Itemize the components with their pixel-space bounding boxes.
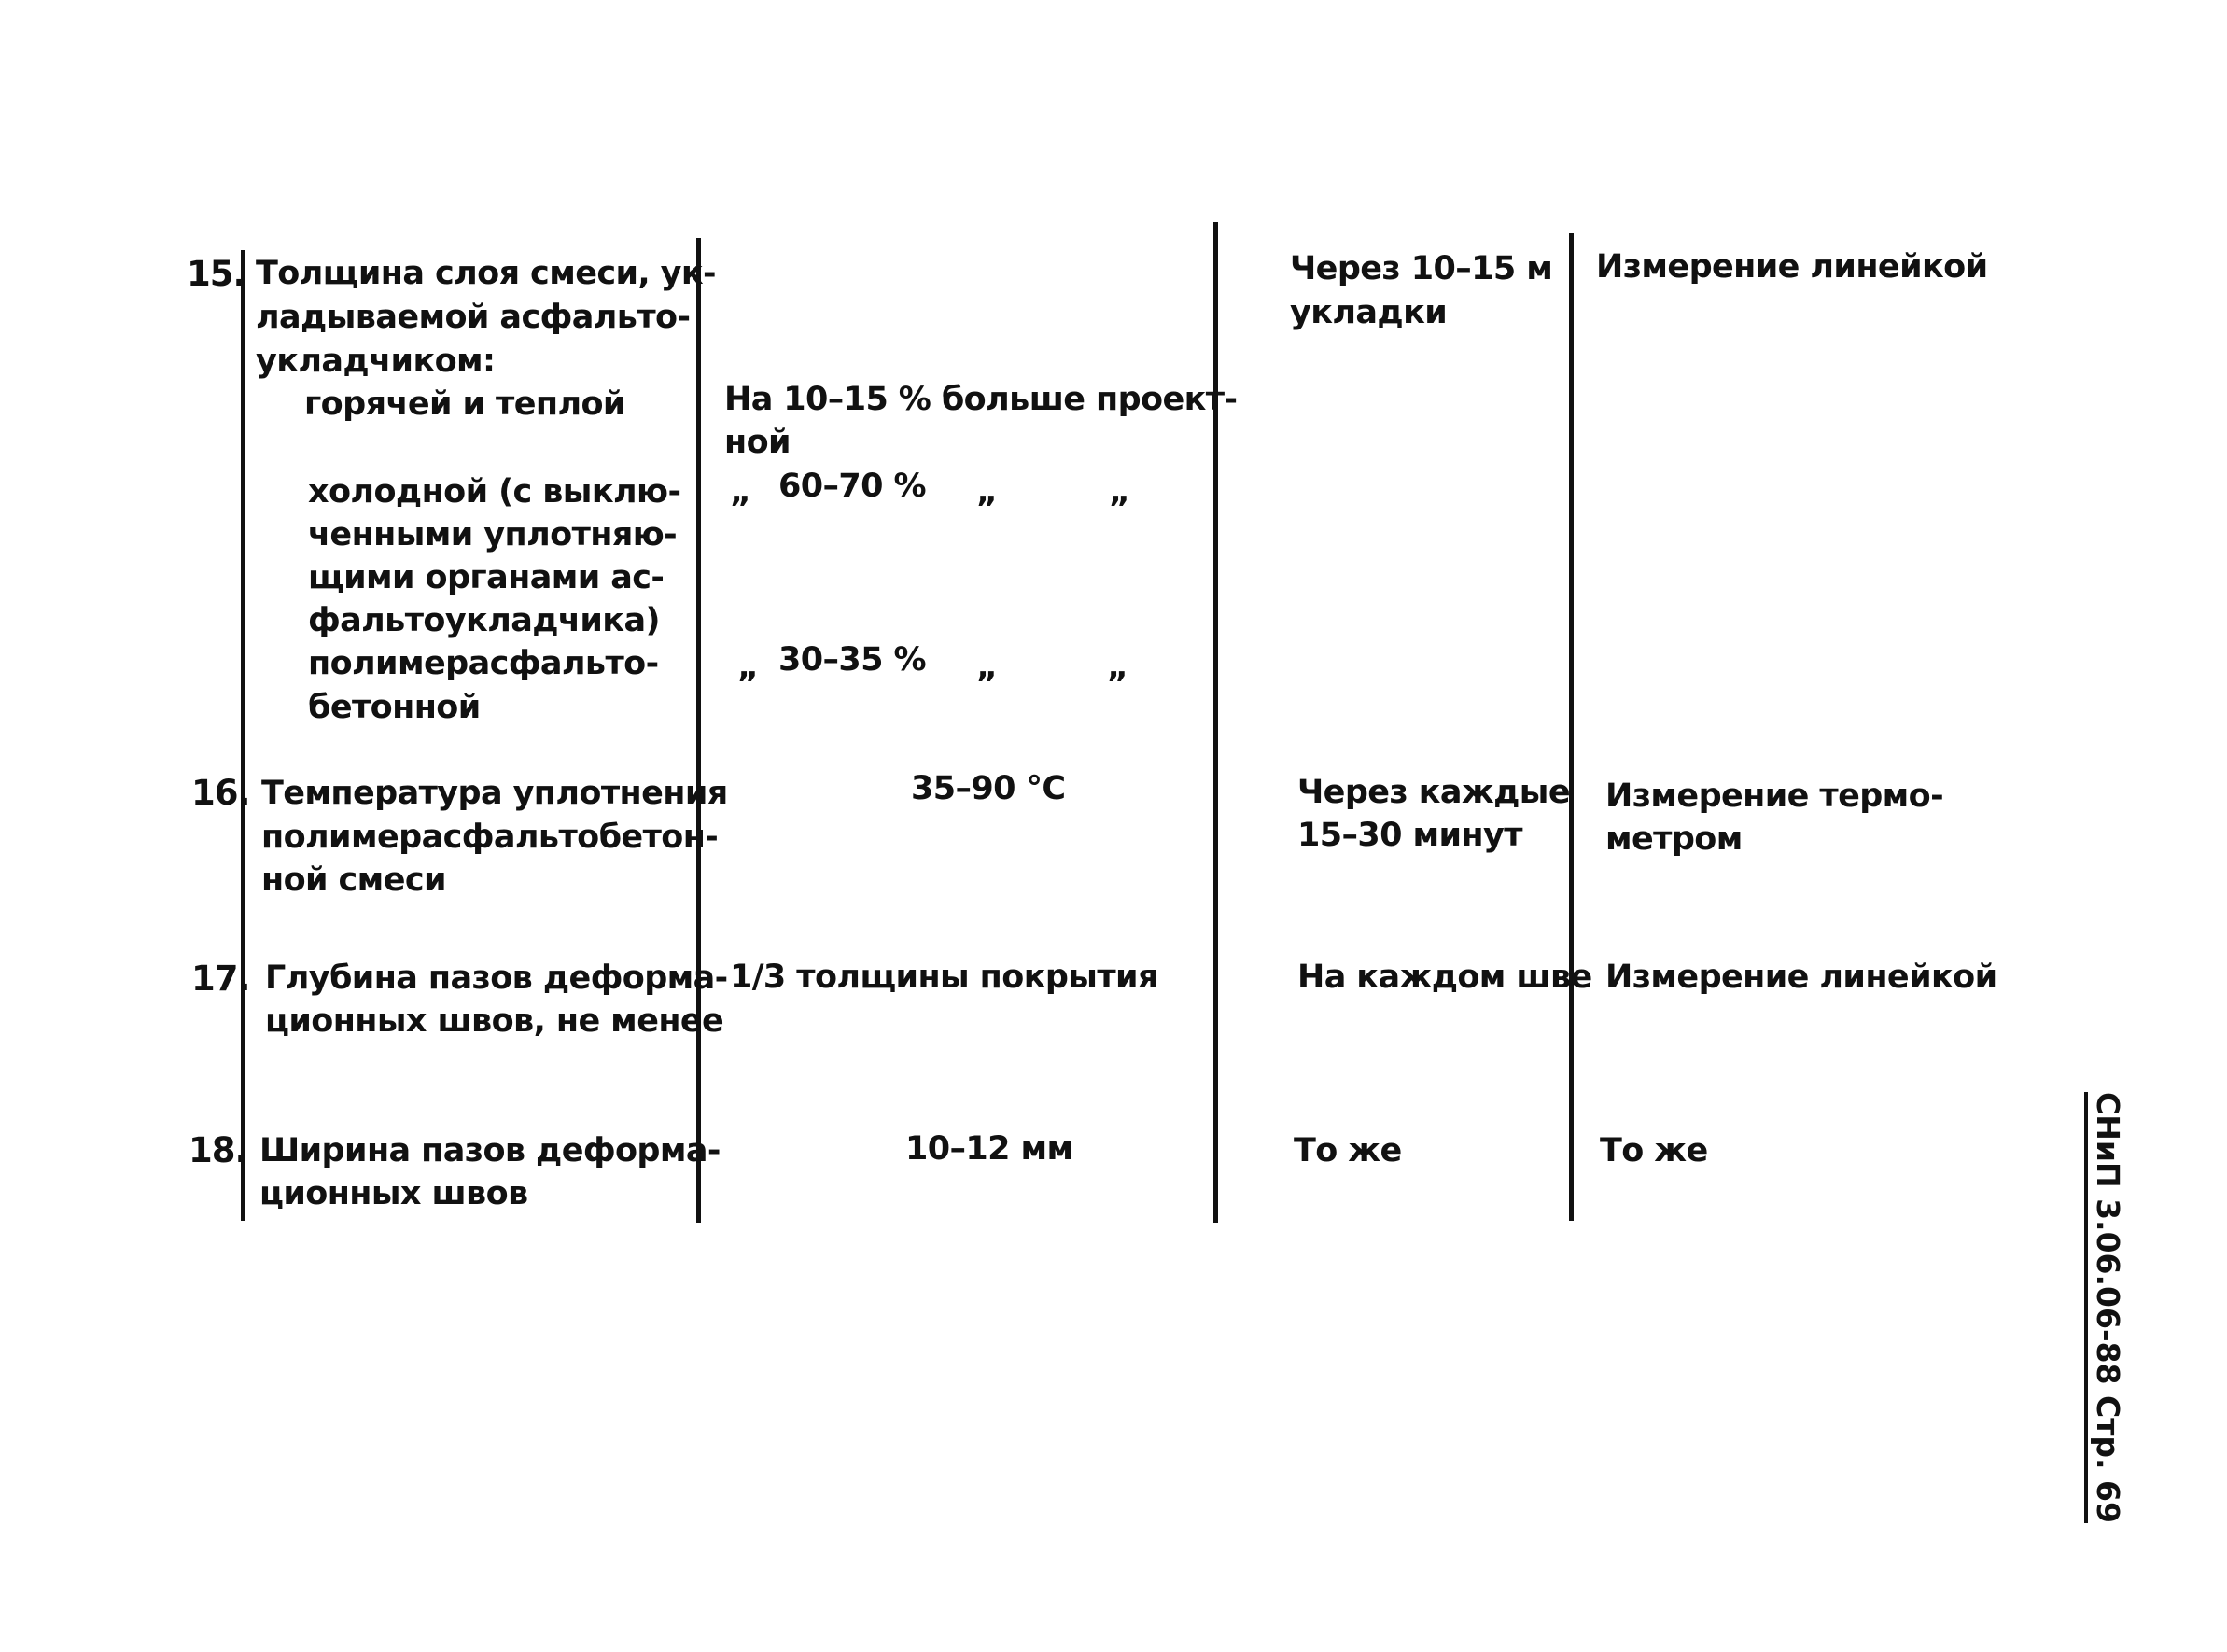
- ditto-mark: „: [1109, 473, 1130, 511]
- footer-text: СНиП 3.06.06-88 Стр. 69: [2084, 1092, 2126, 1523]
- value-line: 1/3 толщины покрытия: [730, 959, 1158, 996]
- column-rule-2: [696, 238, 701, 1223]
- value-line: 35–90 °С: [911, 770, 1066, 807]
- method-line: метром: [1605, 820, 1743, 858]
- parameter-line: укладчиком:: [256, 343, 496, 380]
- parameter-line: Ширина пазов деформа-: [259, 1132, 721, 1169]
- frequency-line: укладки: [1290, 294, 1448, 331]
- frequency-line: Через 10–15 м: [1290, 250, 1553, 287]
- frequency-line: На каждом шве: [1297, 959, 1592, 996]
- ditto-mark: „: [737, 649, 759, 686]
- method-line: Измерение линейкой: [1596, 248, 1988, 286]
- sub-item-label: фальтоукладчика): [308, 602, 660, 639]
- value-range: 60–70 %: [778, 468, 926, 505]
- frequency-line: То же: [1294, 1132, 1402, 1169]
- method-line: Измерение линейкой: [1605, 959, 1997, 996]
- value-range: 30–35 %: [778, 641, 926, 679]
- sub-item-label: ченными уплотняю-: [308, 516, 678, 553]
- ditto-mark: „: [976, 649, 998, 686]
- column-rule-4: [1569, 233, 1574, 1221]
- row-number: 16.: [191, 773, 250, 813]
- sub-item-label: горячей и теплой: [304, 385, 625, 423]
- parameter-line: ной смеси: [261, 861, 446, 899]
- sub-item-label: полимерасфальто-: [308, 645, 659, 682]
- frequency-line: 15–30 минут: [1297, 817, 1522, 854]
- ditto-mark: „: [1107, 649, 1128, 686]
- method-line: Измерение термо-: [1605, 777, 1944, 815]
- parameter-line: Глубина пазов деформа-: [265, 959, 728, 997]
- row-number: 17.: [191, 959, 250, 999]
- frequency-line: Через каждые: [1297, 774, 1570, 811]
- sub-item-label: холодной (с выклю-: [308, 473, 681, 511]
- page-footer: [2089, 1092, 2126, 1652]
- parameter-line: Температура уплотнения: [261, 775, 728, 812]
- row-number: 15.: [187, 254, 245, 294]
- column-rule-3: [1213, 222, 1218, 1223]
- row-number: 18.: [189, 1130, 247, 1170]
- parameter-line: ладываемой асфальто-: [256, 299, 691, 336]
- value-line: На 10–15 % больше проект-: [724, 381, 1238, 418]
- column-rule-1: [241, 250, 245, 1221]
- parameter-line: полимерасфальтобетон-: [261, 819, 719, 856]
- sub-item-label: бетонной: [308, 689, 481, 726]
- sub-item-label: щими органами ас-: [308, 559, 665, 596]
- method-line: То же: [1600, 1132, 1708, 1169]
- value-line: 10–12 мм: [905, 1130, 1073, 1168]
- parameter-line: ционных швов, не менее: [265, 1002, 724, 1040]
- ditto-mark: „: [730, 473, 751, 511]
- ditto-mark: „: [976, 473, 998, 511]
- parameter-line: Толщина слоя смеси, ук-: [256, 255, 716, 292]
- parameter-line: ционных швов: [259, 1175, 528, 1212]
- value-line: ной: [724, 424, 791, 461]
